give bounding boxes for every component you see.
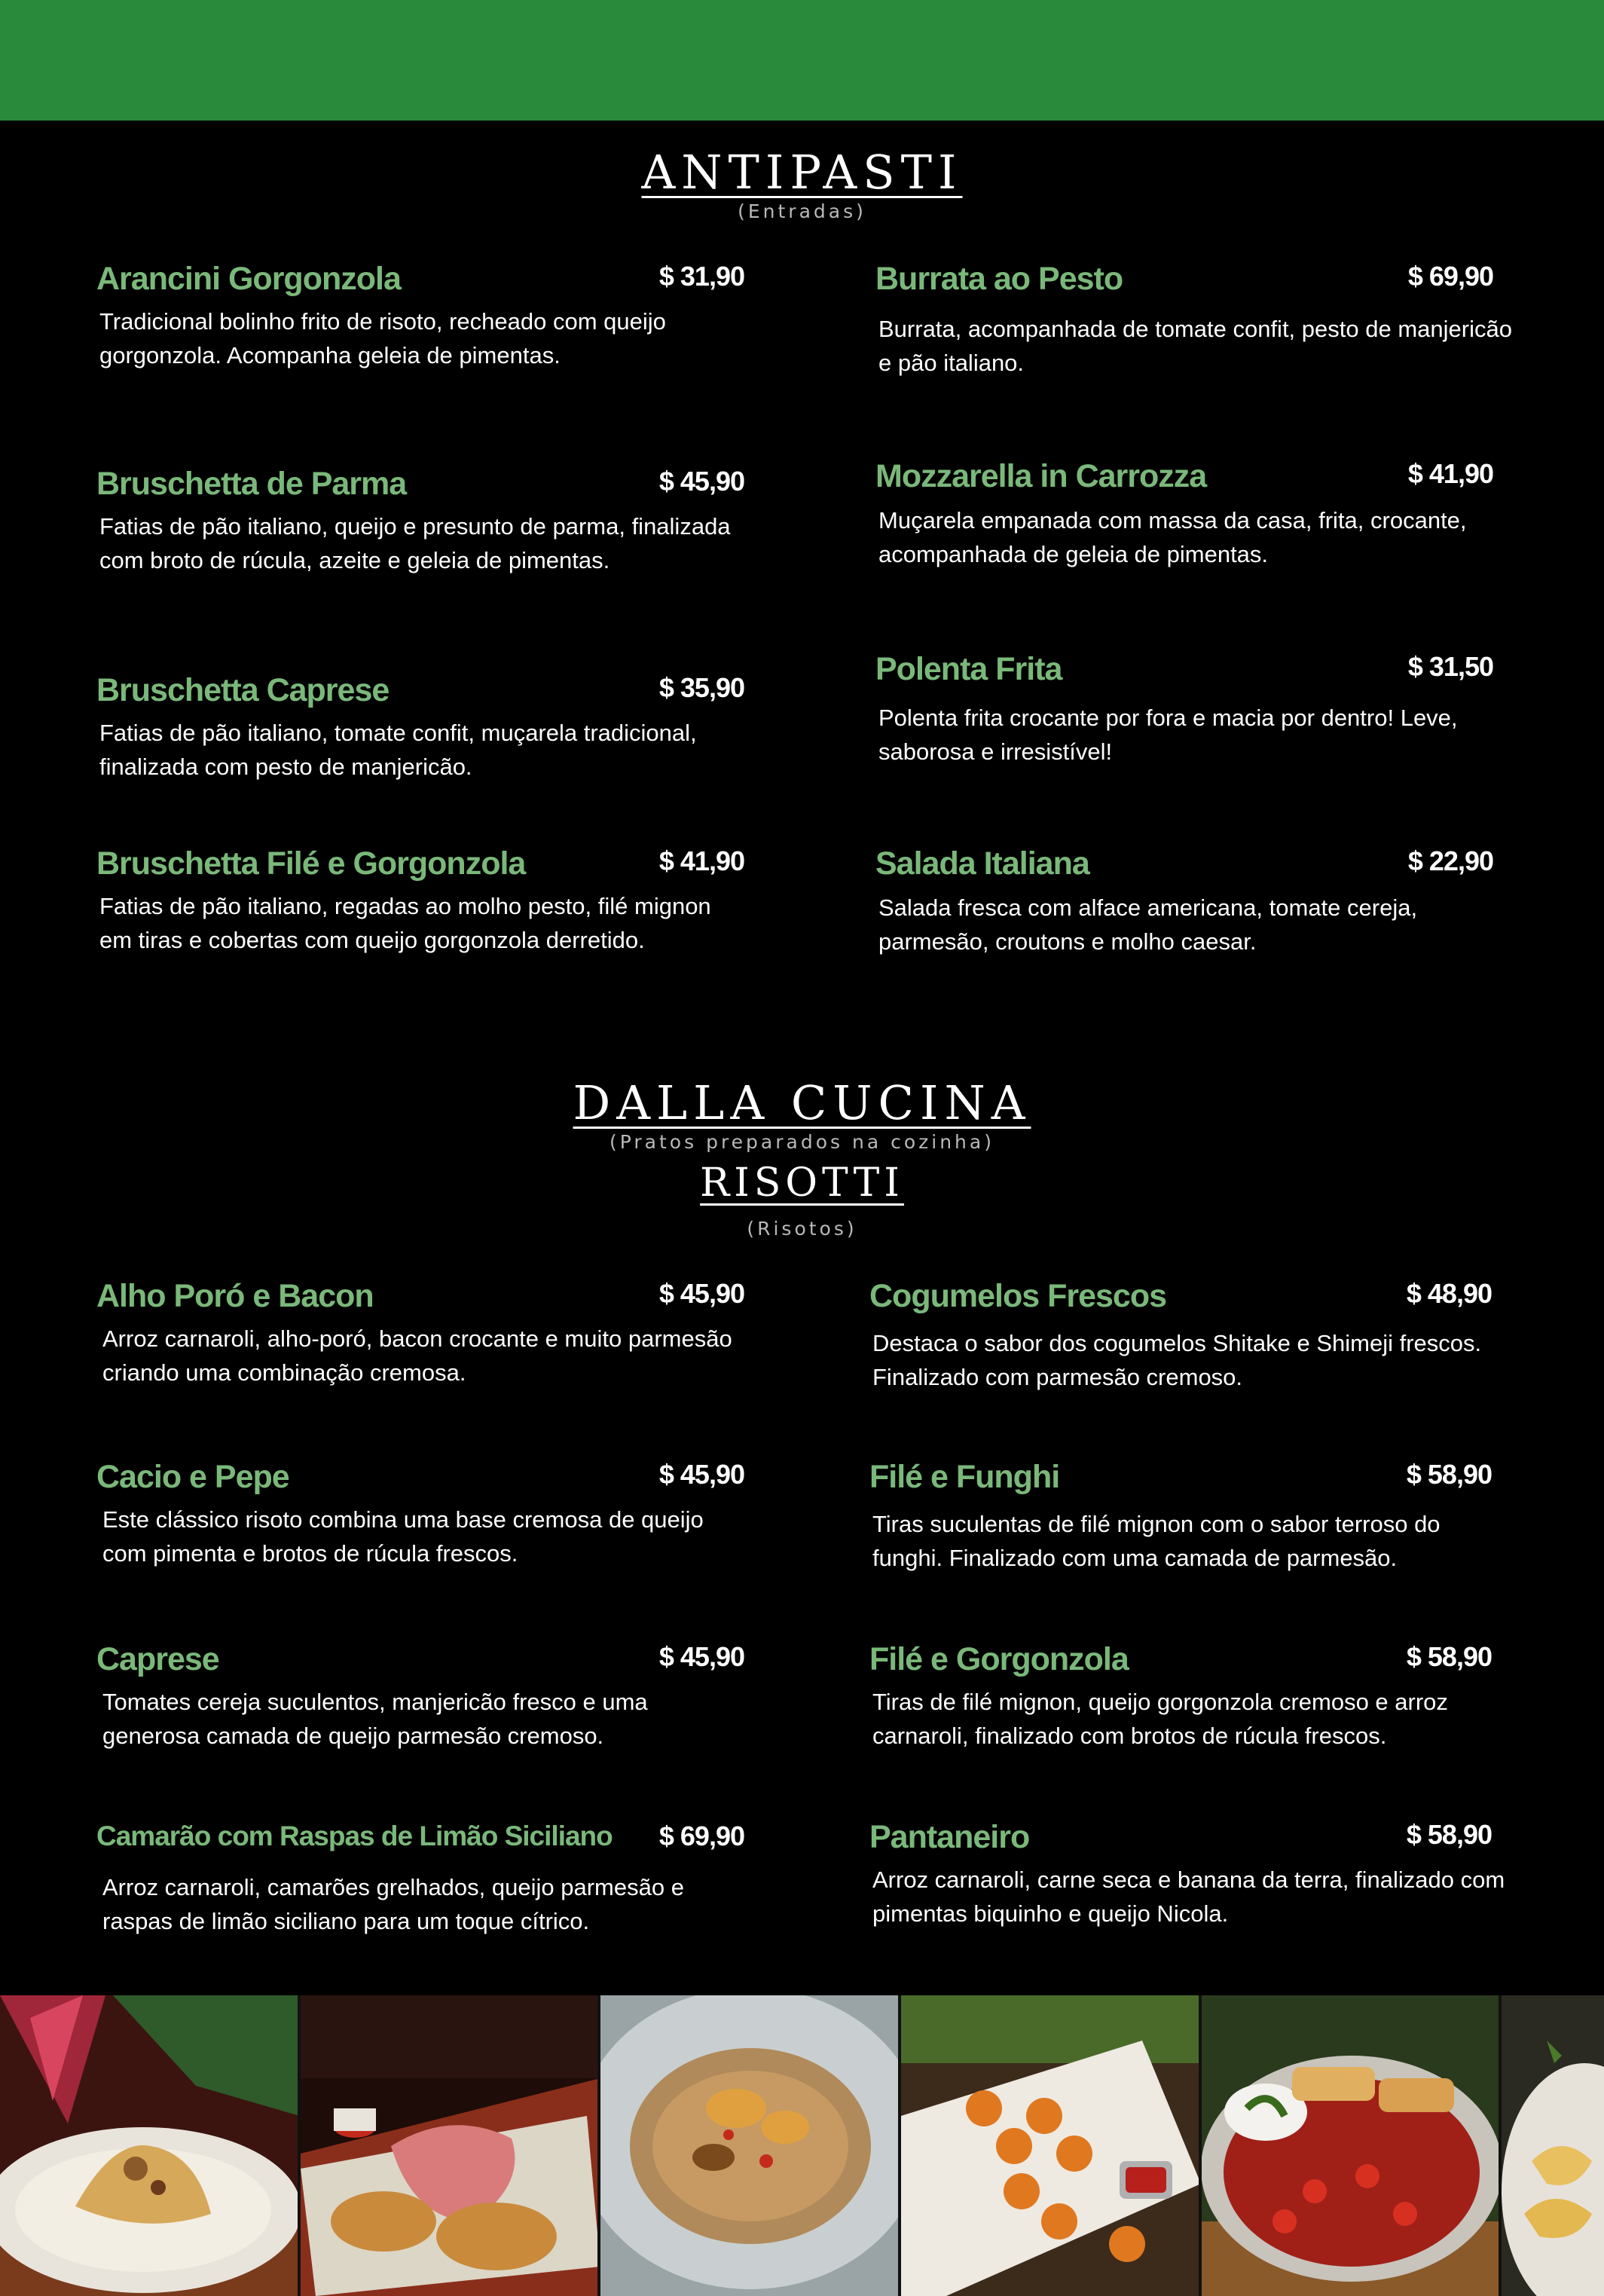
item-name: Cogumelos Frescos bbox=[869, 1278, 1166, 1314]
item-name: Bruschetta Filé e Gorgonzola bbox=[96, 845, 526, 882]
item-price: $ 58,90 bbox=[1406, 1459, 1492, 1490]
ravioli-dish-photo bbox=[0, 1995, 301, 2296]
item-description: Arroz carnaroli, alho-poró, bacon crocante e muito parmesão criando uma combinação cremosa. bbox=[102, 1325, 732, 1386]
item-name: Alho Poró e Bacon bbox=[96, 1278, 374, 1314]
risotti-subtitle: (Risotos) bbox=[747, 1218, 857, 1240]
item-price: $ 45,90 bbox=[658, 1459, 744, 1490]
top-banner bbox=[0, 0, 1604, 121]
item-name: Arancini Gorgonzola bbox=[96, 261, 401, 297]
risotto-photo bbox=[600, 1995, 901, 2296]
item-price: $ 58,90 bbox=[1406, 1641, 1492, 1672]
item-description: Tradicional bolinho frito de risoto, recheado com queijo gorgonzola. Acompanha geleia de pimentas. bbox=[99, 308, 666, 368]
item-price: $ 31,50 bbox=[1407, 651, 1493, 682]
antipasti-title: ANTIPASTI bbox=[641, 145, 963, 200]
item-price: $ 58,90 bbox=[1406, 1819, 1492, 1850]
item-name: Camarão com Raspas de Limão Siciliano bbox=[96, 1821, 613, 1851]
arancini-photo bbox=[901, 1995, 1202, 2296]
pasta-photo bbox=[1502, 1995, 1604, 2296]
item-price: $ 69,90 bbox=[658, 1821, 744, 1851]
item-price: $ 45,90 bbox=[658, 1641, 744, 1672]
item-name: Burrata ao Pesto bbox=[875, 261, 1123, 297]
item-price: $ 22,90 bbox=[1407, 845, 1493, 876]
item-description: Arroz carnaroli, carne seca e banana da terra, finalizado com pimentas biquinho e queijo Nicola. bbox=[872, 1866, 1505, 1927]
item-description: Arroz carnaroli, camarões grelhados, queijo parmesão e raspas de limão siciliano para um toque cítrico. bbox=[102, 1874, 684, 1934]
item-description: Fatias de pão italiano, regadas ao molho pesto, filé mignon em tiras e cobertas com queijo gorgonzola derretido. bbox=[99, 893, 711, 953]
item-name: Bruschetta Caprese bbox=[96, 672, 390, 708]
item-description: Burrata, acompanhada de tomate confit, pesto de manjericão e pão italiano. bbox=[878, 316, 1512, 376]
item-description: Fatias de pão italiano, tomate confit, muçarela tradicional, finalizada com pesto de manjericão. bbox=[99, 720, 697, 780]
item-price: $ 69,90 bbox=[1407, 261, 1493, 292]
item-description: Tiras suculentas de filé mignon com o sabor terroso do funghi. Finalizado com uma camada de parmesão. bbox=[872, 1511, 1441, 1571]
item-description: Salada fresca com alface americana, tomate cereja, parmesão, croutons e molho caesar. bbox=[878, 894, 1418, 955]
item-name: Salada Italiana bbox=[875, 845, 1089, 882]
item-name: Mozzarella in Carrozza bbox=[875, 458, 1207, 494]
item-price: $ 35,90 bbox=[658, 672, 744, 703]
dalla-cucina-title: DALLA CUCINA bbox=[573, 1075, 1031, 1130]
item-price: $ 45,90 bbox=[658, 1278, 744, 1309]
risotti-title: RISOTTI bbox=[700, 1160, 904, 1206]
item-name: Polenta Frita bbox=[875, 651, 1062, 687]
item-name: Pantaneiro bbox=[869, 1819, 1030, 1855]
antipasti-subtitle: (Entradas) bbox=[738, 200, 866, 222]
item-description: Tiras de filé mignon, queijo gorgonzola cremoso e arroz carnaroli, finalizado com brotos de rúcula frescos. bbox=[872, 1689, 1448, 1749]
item-price: $ 41,90 bbox=[1407, 458, 1493, 489]
item-name: Cacio e Pepe bbox=[96, 1459, 289, 1495]
item-description: Este clássico risoto combina uma base cremosa de queijo com pimenta e brotos de rúcula frescos. bbox=[102, 1506, 704, 1567]
item-name: Bruschetta de Parma bbox=[96, 466, 407, 502]
item-name: Filé e Funghi bbox=[869, 1459, 1060, 1495]
item-description: Muçarela empanada com massa da casa, frita, crocante, acompanhada de geleia de pimentas. bbox=[878, 507, 1467, 567]
parma-bruschetta-photo bbox=[301, 1995, 601, 2296]
item-price: $ 48,90 bbox=[1406, 1278, 1492, 1309]
item-name: Caprese bbox=[96, 1641, 219, 1677]
item-description: Tomates cereja suculentos, manjericão fresco e uma generosa camada de queijo parmesão cremoso. bbox=[102, 1689, 648, 1749]
item-price: $ 31,90 bbox=[658, 261, 744, 292]
item-description: Polenta frita crocante por fora e macia por dentro! Leve, saborosa e irresistível! bbox=[878, 705, 1458, 765]
burrata-photo bbox=[1202, 1995, 1502, 2296]
item-name: Filé e Gorgonzola bbox=[869, 1641, 1129, 1677]
item-price: $ 41,90 bbox=[658, 845, 744, 876]
item-description: Fatias de pão italiano, queijo e presunto de parma, finalizada com broto de rúcula, azeite e geleia de pimentas. bbox=[99, 513, 731, 573]
photo-strip bbox=[0, 1995, 1604, 2296]
item-price: $ 45,90 bbox=[658, 466, 744, 497]
item-description: Destaca o sabor dos cogumelos Shitake e Shimeji frescos. Finalizado com parmesão cremoso. bbox=[872, 1330, 1482, 1390]
dalla-cucina-subtitle: (Pratos preparados na cozinha) bbox=[610, 1131, 994, 1153]
